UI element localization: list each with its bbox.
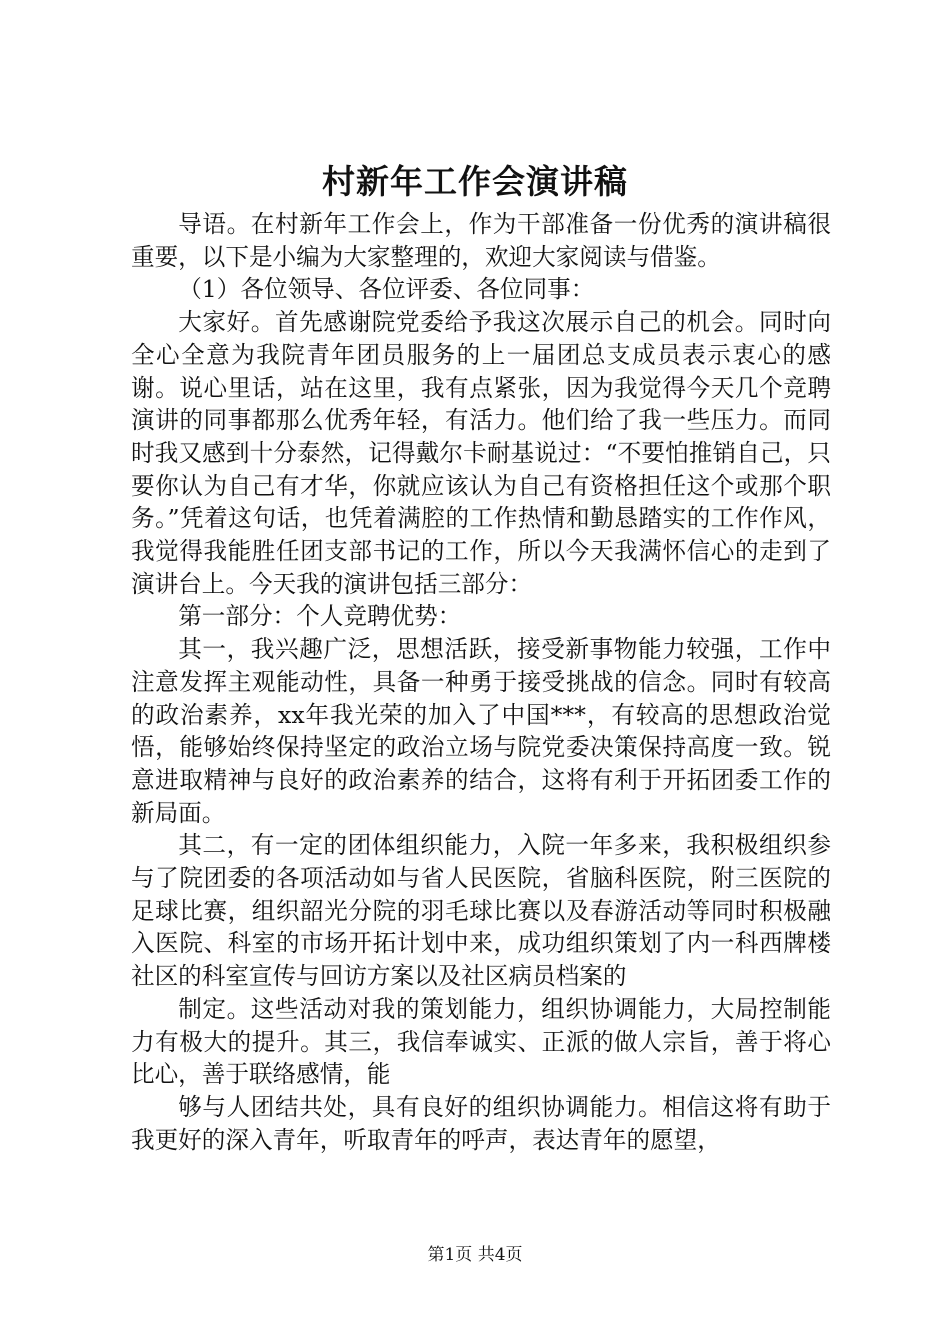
document-body: [131, 208, 831, 1156]
paragraph-advantage-two: 其二，有一定的团体组织能力，入院一年多来，我积极组织参与了院团委的各项活动如与省人民医院，省脑科医院，附三医院的足球比赛，组织韶光分院的羽毛球比赛以及春游活动等同时积极融入医院、科室的市场开拓计划中来，成功组织策划了内一科西牌楼社区的科室宣传与回访方案以及社区病员档案的: [131, 831, 831, 991]
paragraph-greeting: 大家好。首先感谢院党委给予我这次展示自己的机会。同时向全心全意为我院青年团员服务的上一届团总支成员表示衷心的感谢。说心里话，站在这里，我有点紧张，因为我觉得今天几个竞聘演讲的同事都那么优秀年轻，有活力。他们给了我一些压力。而同时我又感到十分泰然，记得戴尔卡耐基说过：“不要怕推销自己，只要你认为自己有才华，你就应该认为自己有资格担任这个或那个职务。”凭着这句话，也凭着满腔的工作热情和勤恳踏实的工作作风，我觉得我能胜任团支部书记的工作，所以今天我满怀信心的走到了演讲台上。今天我的演讲包括三部分：: [131, 308, 831, 598]
document-title: 村新年工作会演讲稿: [322, 162, 628, 201]
paragraph-advantage-two-cont: 制定。这些活动对我的策划能力，组织协调能力，大局控制能力有极大的提升。其三，我信奉诚实、正派的做人宗旨，善于将心比心，善于联络感情，能: [131, 994, 831, 1089]
paragraph-advantage-three-cont: 够与人团结共处，具有良好的组织协调能力。相信这将有助于我更好的深入青年，听取青年的呼声，表达青年的愿望，: [131, 1092, 831, 1154]
page-number-footer: 第1页 共4页: [427, 1245, 523, 1265]
paragraph-advantage-one: 其一，我兴趣广泛，思想活跃，接受新事物能力较强，工作中注意发挥主观能动性，具备一种勇于接受挑战的信念。同时有较高的政治素养，xx年我光荣的加入了中国***，有较高的思想政治觉悟，能够始终保持坚定的政治立场与院党委决策保持高度一致。锐意进取精神与良好的政治素养的结合，这将有利于开拓团委工作的新局面。: [131, 635, 831, 827]
paragraph-salutation: （1）各位领导、各位评委、各位同事：: [178, 275, 595, 304]
paragraph-intro: 导语。在村新年工作会上，作为干部准备一份优秀的演讲稿很重要，以下是小编为大家整理的，欢迎大家阅读与借鉴。: [131, 210, 831, 271]
paragraph-section-heading: 第一部分：个人竞聘优势：: [178, 602, 462, 631]
